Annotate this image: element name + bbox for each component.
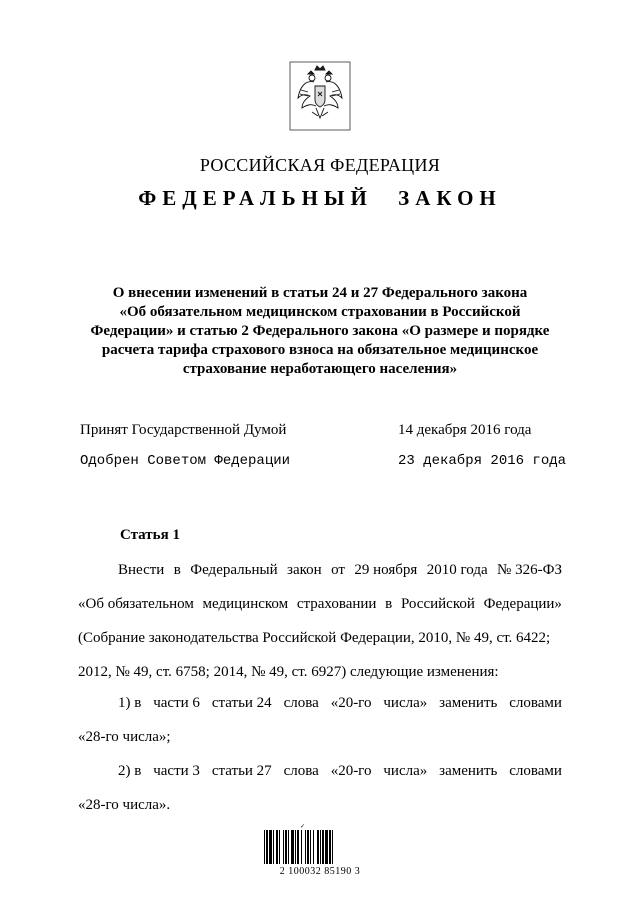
intro-line-4: 2012, № 49, ст. 6758; 2014, № 49, ст. 6927) следующие изменения: xyxy=(78,664,499,680)
duma-label: Принят Государственной Думой xyxy=(80,422,287,438)
title-line: О внесении изменений в статьи 24 и 27 Федерального закона xyxy=(112,285,528,301)
amendment-item-2 xyxy=(78,754,562,822)
item2-line-2: «28-го числа». xyxy=(78,797,171,813)
document-type: ФЕДЕРАЛЬНЫЙ ЗАКОН xyxy=(138,186,502,210)
barcode-number: 2 100032 85190 3 xyxy=(279,866,361,877)
item2-line-1: 2) в части 3 статьи 27 слова «20-го числа» заменить словами xyxy=(118,763,562,779)
duma-date: 14 декабря 2016 года xyxy=(398,422,532,438)
title-line: страхование неработающего населения» xyxy=(182,361,458,377)
amendment-item-1 xyxy=(78,686,562,754)
article-intro xyxy=(78,553,562,689)
item1-line-1: 1) в части 6 статьи 24 слова «20-го числа» заменить словами xyxy=(118,695,562,711)
council-label: Одобрен Советом Федерации xyxy=(80,453,291,469)
title-line: Федерации» и статью 2 Федерального закона «О размере и порядке xyxy=(90,323,550,339)
intro-line-2: «Об обязательном медицинском страховании в Российской Федерации» xyxy=(78,596,562,612)
title-line: «Об обязательном медицинском страховании в Российской xyxy=(119,304,521,320)
item1-line-2: «28-го числа»; xyxy=(78,729,171,745)
law-title xyxy=(80,284,560,379)
article-heading: Статья 1 xyxy=(120,527,180,543)
coat-of-arms-icon xyxy=(288,60,352,132)
intro-line-1: Внести в Федеральный закон от 29 ноября 2010 года № 326-ФЗ xyxy=(118,562,562,578)
title-line: расчета тарифа страхового взноса на обязательное медицинское xyxy=(101,342,539,358)
intro-line-3: (Собрание законодательства Российской Федерации, 2010, № 49, ст. 6422; xyxy=(78,630,551,646)
country-name: РОССИЙСКАЯ ФЕДЕРАЦИЯ xyxy=(199,155,441,175)
svg-text:✓: ✓ xyxy=(300,824,306,830)
council-date: 23 декабря 2016 года xyxy=(398,453,567,469)
